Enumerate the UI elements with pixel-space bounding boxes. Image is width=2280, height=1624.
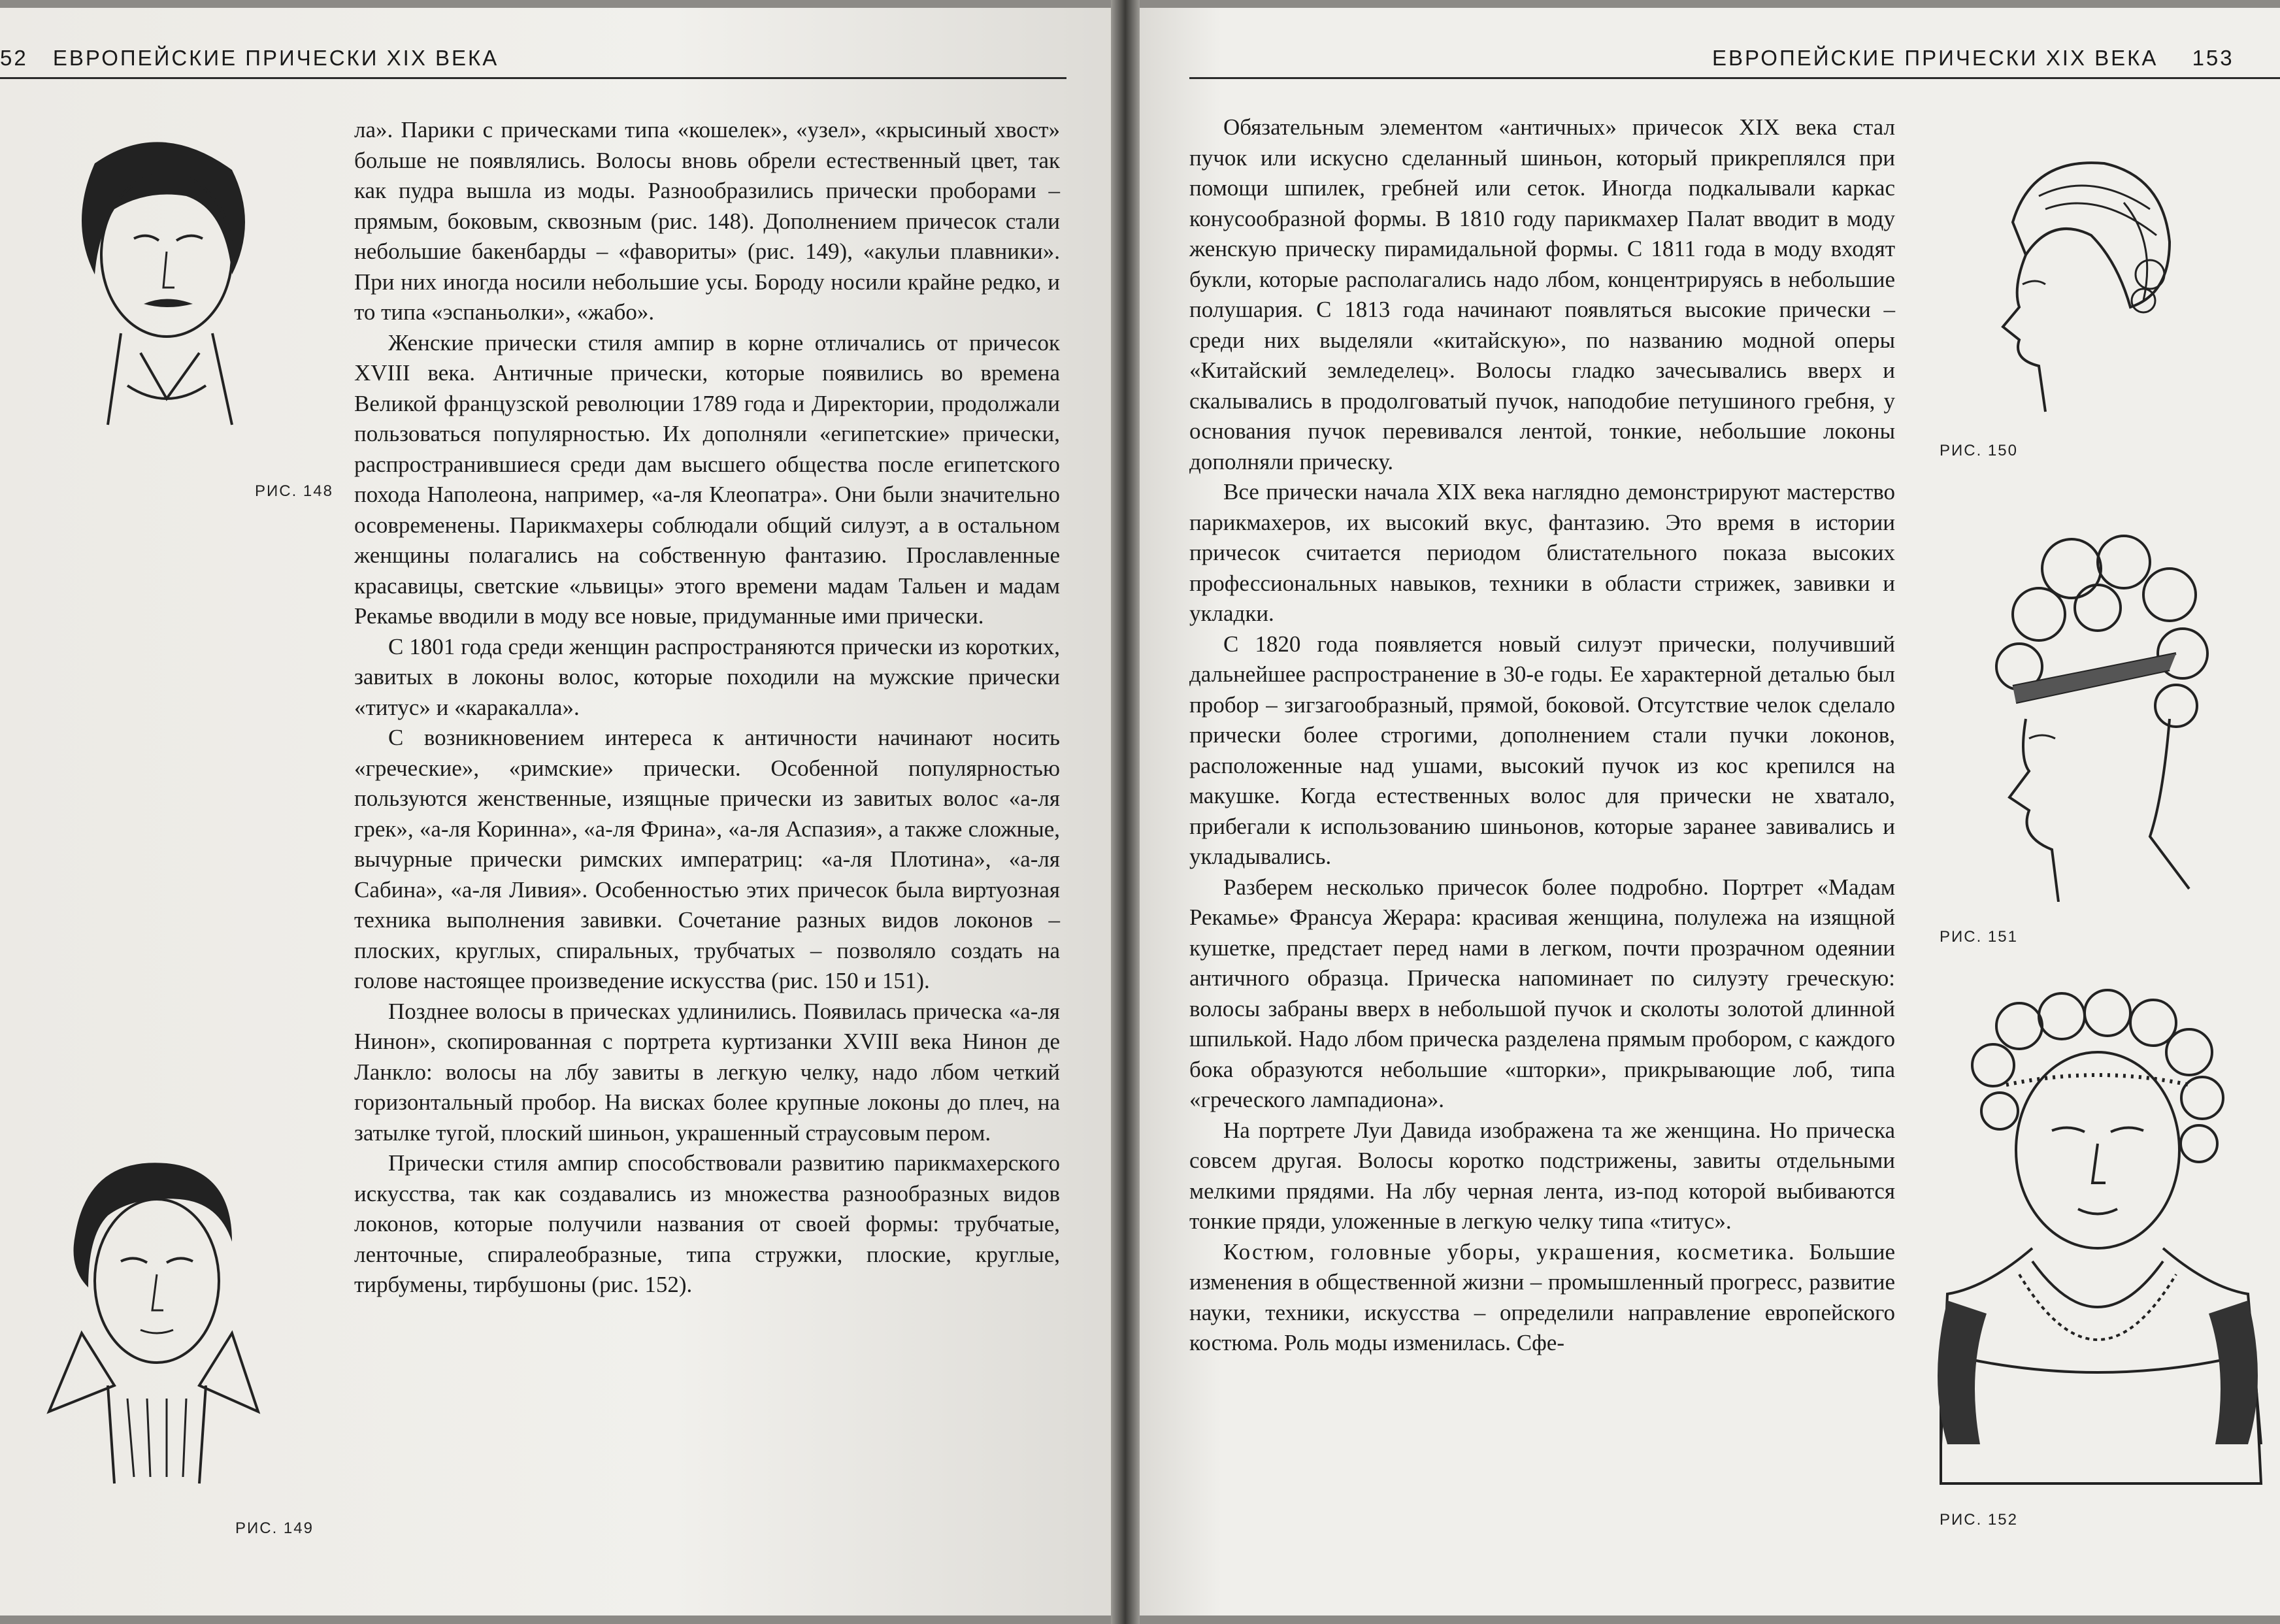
right-running-head	[1712, 46, 2274, 78]
figure-151-high-coiffure	[1954, 523, 2228, 902]
coiffure-152-drawing	[1921, 987, 2274, 1497]
left-page-number: 52	[0, 46, 28, 70]
caption-fig149: РИС. 149	[235, 1519, 314, 1537]
caption-fig148: РИС. 148	[255, 482, 333, 500]
right-paragraph: С 1820 года появляется новый силуэт прически, получивший дальнейшее распространение в 30-е годы. Ее характерной деталью был пробор – зигзагообразный, прямой, боковой. Отсутствие челок сделало прически более строгими, дополнением стали пучки локонов, расположенные над ушами, высокий пучок из кос крепился на макушке. Когда естественных волос для прически не хватало, прибегали к использованию шиньонов, которые заранее завивались и укладывались.	[1189, 631, 1895, 869]
right-page-body	[1189, 112, 1895, 1359]
left-paragraph: ла». Парики с прическами типа «кошелек», «узел», «крысиный хвост» больше не появлялись. Волосы вновь обрели естественный цвет, так как пудра вышла из моды. Разнообразились прически проборами – прямым, боковым, сквозным (рис. 148). Дополнением причесок стали небольшие бакенбарды – «фавориты» (рис. 149), «акульи плавники». При них иногда носили небольшие усы. Бороду носили крайне редко, и то типа «эспаньолки», «жабо».	[354, 117, 1060, 325]
left-paragraph: Прически стиля ампир способствовали развитию парикмахерского искусства, так как создавались из множества разнообразных видов локонов, которые получили названия от своей формы: трубчатые, ленточные, спиралеобразные, типа стружки, плоские, круглые, тирбумены, тирбушоны (рис. 152).	[354, 1150, 1060, 1297]
right-paragraph: На портрете Луи Давида изображена та же женщина. Но прическа совсем другая. Волосы коротко подстрижены, завиты отдельными мелкими прядями. На лбу черная лента, из-под которой выбиваются тонкие пряди, уложенные в легкую челку типа «титус».	[1189, 1117, 1895, 1234]
right-head-title: ЕВРОПЕЙСКИЕ ПРИЧЕСКИ XIX ВЕКА	[1712, 46, 2158, 70]
left-paragraph: С возникновением интереса к античности начинают носить «греческие», «римские» прически. Особенной популярностью пользуются женственные, изящные прически из завитых волос «а-ля грек», «а-ля Коринна», «а-ля Фрина», «а-ля Аспазия», а также сложные, вычурные прически римских императриц: «а-ля Плотина», «а-ля Сабина», «а-ля Ливия». Особенностью этих причесок была виртуозная техника выполнения завивки. Сочетание разных видов локонов – плоских, круглых, спиральных, трубчатых – позволяло создать на голове настоящее произведение искусства (рис. 150 и 151).	[354, 725, 1060, 993]
left-paragraph: С 1801 года среди женщин распространяются прически из коротких, завитых в локоны волос, которые походили на мужские прически «титус» и «каракалла».	[354, 633, 1060, 720]
left-head-title: ЕВРОПЕЙСКИЕ ПРИЧЕСКИ XIX ВЕКА	[52, 46, 499, 70]
right-paragraph: Разберем несколько причесок более подробно. Портрет «Мадам Рекамье» Франсуа Жерара: красивая женщина, полулежа на изящной кушетке, предстает перед нами в легком, почти прозрачном одеянии античного образца. Прическа напоминает по силуэту греческую: волосы забраны вверх в небольшой пучок и сколоты золотой длинной шпилькой. Надо лбом прическа разделена прямым пробором, с каждого бока образуются небольшие «шторки», прикрывающие лоб, типа «греческого лампадиона».	[1189, 874, 1895, 1112]
right-page-number: 153	[2192, 46, 2234, 70]
book-spine	[1111, 0, 1140, 1624]
figure-150-greek-coiffure	[1974, 144, 2183, 418]
left-page-body	[354, 115, 1060, 1301]
portrait-149-drawing	[36, 1137, 271, 1490]
figure-149-young-man-portrait	[36, 1137, 271, 1490]
coiffure-150-drawing	[1974, 144, 2183, 418]
left-paragraph: Позднее волосы в прическах удлинились. Появилась прическа «а-ля Нинон», скопированная с портрета куртизанки XVIII века Нинон де Ланкло: волосы на лбу завиты в легкую челку, надо лбом четкий горизонтальный пробор. На висках более крупные локоны до плеч, на затылке тугой, плоский шиньон, украшенный страусовым пером.	[354, 998, 1060, 1146]
left-paragraph: Женские прически стиля ампир в корне отличались от причесок XVIII века. Античные прически, которые появились во времена Великой французской революции 1789 года и Директории, продолжали пользоваться популярностью. Их дополняли «египетские» прически, распространившиеся среди дам высшего общества после египетского похода Наполеона, например, «а-ля Клеопатра». Они были значительно осовременены. Парикмахеры соблюдали общий силуэт, а в остальном женщины полагались на собственную фантазию. Прославленные красавицы, светские «львицы» этого времени мадам Тальен и мадам Рекамье вводили в моду все новые, придуманные ими прически.	[354, 329, 1060, 629]
right-paragraph: Все прически начала XIX века наглядно демонстрируют мастерство парикмахеров, их высокий вкус, фантазию. Это время в истории причесок считается периодом блистательного показа высоких профессиональных навыков, техники в области стрижек, завивки и укладки.	[1189, 479, 1895, 626]
caption-fig150: РИС. 150	[1940, 442, 2018, 459]
caption-fig152: РИС. 152	[1940, 1511, 2018, 1529]
left-running-head	[0, 46, 588, 78]
right-paragraph-costume	[1189, 1237, 1895, 1359]
section-lead-rest: Большие изменения в общественной жизни – промышленный прогресс, развитие науки, техники, искусства – определили направление европейского костюма. Роль моды изменилась. Сфе-	[1189, 1238, 1896, 1355]
left-header-rule	[0, 77, 1066, 79]
figure-148-male-portrait	[36, 124, 284, 451]
coiffure-151-drawing	[1954, 523, 2228, 902]
right-paragraph: Обязательным элементом «античных» причесок XIX века стал пучок или искусно сделанный шиньон, который прикреплялся при помощи шпилек, гребней или сеток. Иногда подкалывали каркас конусообразной формы. В 1810 году парикмахер Палат вводит в моду женскую прическу пирамидальной формы. С 1811 года в моду входят букли, которые располагались надо лбом, концентрируясь в небольшие полушария. С 1813 года начинают появляться высокие прически – среди них выделяли «китайскую», по названию модной оперы «Китайский земледелец». Волосы гладко зачесывались вверх и скалывались в продолговатый пучок, наподобие петушиного гребня, у основания пучок перевивался лентой, тонкие, небольшие локоны дополняли прическу.	[1189, 114, 1895, 474]
section-lead-in: Костюм, головные уборы, украшения, косметика.	[1223, 1238, 1796, 1265]
right-header-rule	[1189, 77, 2280, 79]
figure-152-curled-coiffure-portrait	[1921, 987, 2274, 1497]
caption-fig151: РИС. 151	[1940, 928, 2018, 946]
portrait-148-drawing	[36, 124, 284, 451]
